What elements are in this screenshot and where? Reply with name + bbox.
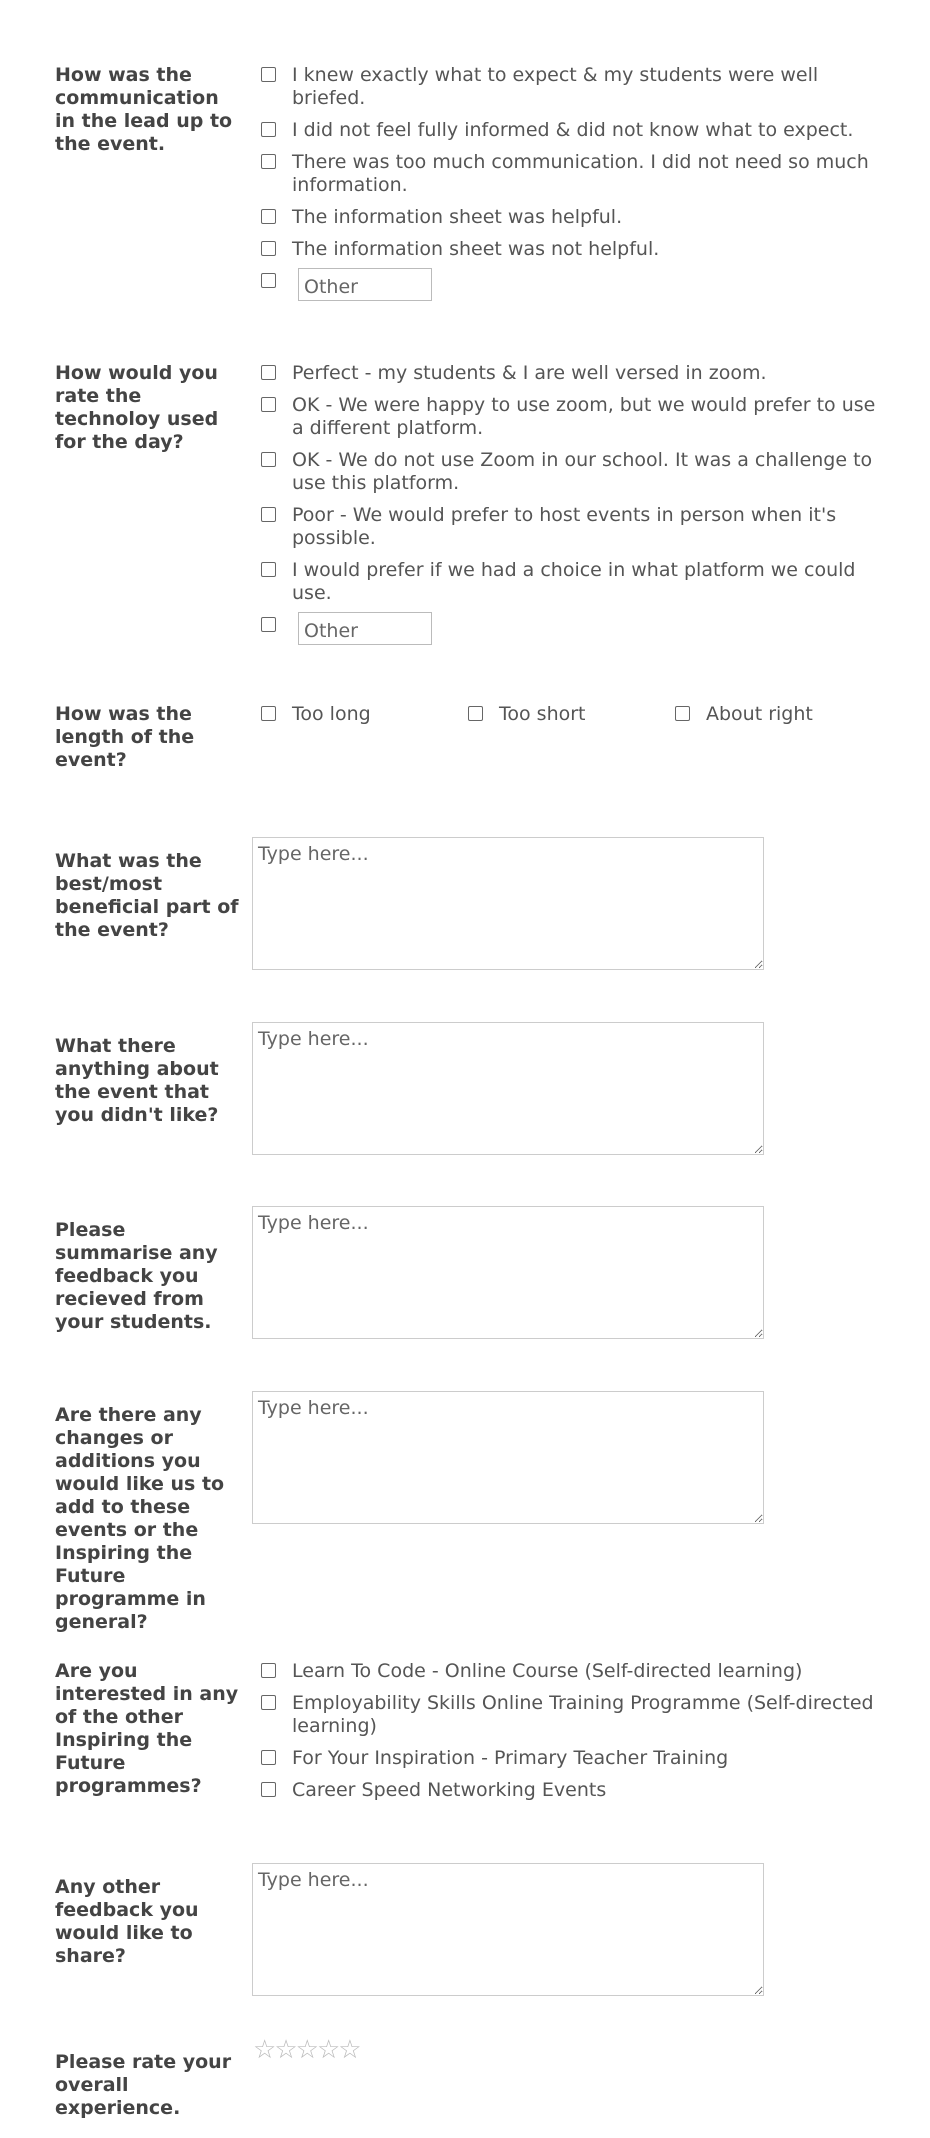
checkbox-icon[interactable] <box>261 241 276 256</box>
checkbox-icon[interactable] <box>261 67 276 82</box>
didnt-like-textarea[interactable] <box>252 1022 764 1155</box>
option-label: The information sheet was not helpful. <box>292 238 660 260</box>
option-label: About right <box>706 703 813 725</box>
option-checkbox[interactable] <box>260 64 890 110</box>
option-label: Career Speed Networking Events <box>292 1779 607 1801</box>
star-icon[interactable]: ☆ <box>274 2035 296 2065</box>
option-label: For Your Inspiration - Primary Teacher Training <box>292 1747 729 1769</box>
question-label: Please rate your overall experience. <box>55 2051 232 2119</box>
checkbox-icon[interactable] <box>261 452 276 467</box>
changes-textarea[interactable] <box>252 1391 764 1524</box>
star-icon[interactable]: ☆ <box>338 2035 360 2065</box>
option-label: Poor - We would prefer to host events in person when it's possible. <box>292 504 837 549</box>
option-checkbox[interactable] <box>260 119 890 142</box>
option-label: Learn To Code - Online Course (Self-directed learning) <box>292 1660 803 1682</box>
option-too-short[interactable] <box>467 703 586 726</box>
option-checkbox[interactable] <box>260 449 890 495</box>
option-label: I did not feel fully informed & did not know what to expect. <box>292 119 854 141</box>
other-input[interactable] <box>298 268 432 301</box>
best-part-textarea[interactable] <box>252 837 764 970</box>
option-label: There was too much communication. I did not need so much information. <box>292 151 869 196</box>
option-checkbox[interactable] <box>260 1747 890 1770</box>
option-label: Too long <box>292 703 371 725</box>
question-label: Are there any changes or additions you would like us to add to these events or the Inspiring the Future programme in general? <box>55 1404 225 1633</box>
checkbox-icon[interactable] <box>261 507 276 522</box>
option-about-right[interactable] <box>674 703 813 726</box>
option-checkbox[interactable] <box>260 394 890 440</box>
checkbox-icon[interactable] <box>261 365 276 380</box>
star-rating <box>253 2035 360 2065</box>
other-input[interactable] <box>298 612 432 645</box>
checkbox-icon[interactable] <box>261 273 276 288</box>
checkbox-icon[interactable] <box>261 1750 276 1765</box>
question-label: How was the length of the event? <box>55 703 195 771</box>
checkbox-icon[interactable] <box>261 706 276 721</box>
option-checkbox[interactable] <box>260 1692 890 1738</box>
checkbox-icon[interactable] <box>261 154 276 169</box>
option-checkbox[interactable] <box>260 1779 890 1802</box>
checkbox-icon[interactable] <box>261 1782 276 1797</box>
option-label: Employability Skills Online Training Programme (Self-directed learning) <box>292 1692 874 1737</box>
question-label: Any other feedback you would like to share? <box>55 1876 199 1967</box>
option-label: I would prefer if we had a choice in what platform we could use. <box>292 559 856 604</box>
star-icon[interactable]: ☆ <box>295 2035 317 2065</box>
option-checkbox[interactable] <box>260 362 890 385</box>
question-label: Are you interested in any of the other Inspiring the Future programmes? <box>55 1660 239 1797</box>
option-too-long[interactable] <box>260 703 371 726</box>
checkbox-icon[interactable] <box>675 706 690 721</box>
question-label: How was the communication in the lead up to the event. <box>55 64 233 155</box>
option-other[interactable] <box>260 614 890 652</box>
option-checkbox[interactable] <box>260 504 890 550</box>
option-label: I knew exactly what to expect & my students were well briefed. <box>292 64 819 109</box>
option-label: OK - We do not use Zoom in our school. It was a challenge to use this platform. <box>292 449 873 494</box>
option-checkbox[interactable] <box>260 206 890 229</box>
options-list <box>260 362 890 652</box>
checkbox-icon[interactable] <box>261 397 276 412</box>
option-checkbox[interactable] <box>260 559 890 605</box>
options-list <box>260 1660 890 1811</box>
question-label: Please summarise any feedback you recieved from your students. <box>55 1219 218 1333</box>
checkbox-icon[interactable] <box>261 562 276 577</box>
question-label: What there anything about the event that you didn't like? <box>55 1035 219 1126</box>
question-label: How would you rate the technoloy used for the day? <box>55 362 219 453</box>
options-list <box>260 64 890 308</box>
option-checkbox[interactable] <box>260 238 890 261</box>
option-label: Too short <box>499 703 586 725</box>
option-checkbox[interactable] <box>260 1660 890 1683</box>
question-label: What was the best/most beneficial part of the event? <box>55 850 239 941</box>
option-other[interactable] <box>260 270 890 308</box>
star-icon[interactable]: ☆ <box>253 2035 275 2065</box>
checkbox-icon[interactable] <box>261 209 276 224</box>
checkbox-icon[interactable] <box>261 617 276 632</box>
option-checkbox[interactable] <box>260 151 890 197</box>
option-label: Perfect - my students & I are well versed in zoom. <box>292 362 767 384</box>
star-icon[interactable]: ☆ <box>316 2035 339 2065</box>
checkbox-icon[interactable] <box>261 1695 276 1710</box>
checkbox-icon[interactable] <box>261 1663 276 1678</box>
option-label: The information sheet was helpful. <box>292 206 623 228</box>
checkbox-icon[interactable] <box>261 122 276 137</box>
option-label: OK - We were happy to use zoom, but we would prefer to use a different platform. <box>292 394 876 439</box>
checkbox-icon[interactable] <box>468 706 483 721</box>
other-feedback-textarea[interactable] <box>252 1863 764 1996</box>
student-feedback-textarea[interactable] <box>252 1206 764 1339</box>
